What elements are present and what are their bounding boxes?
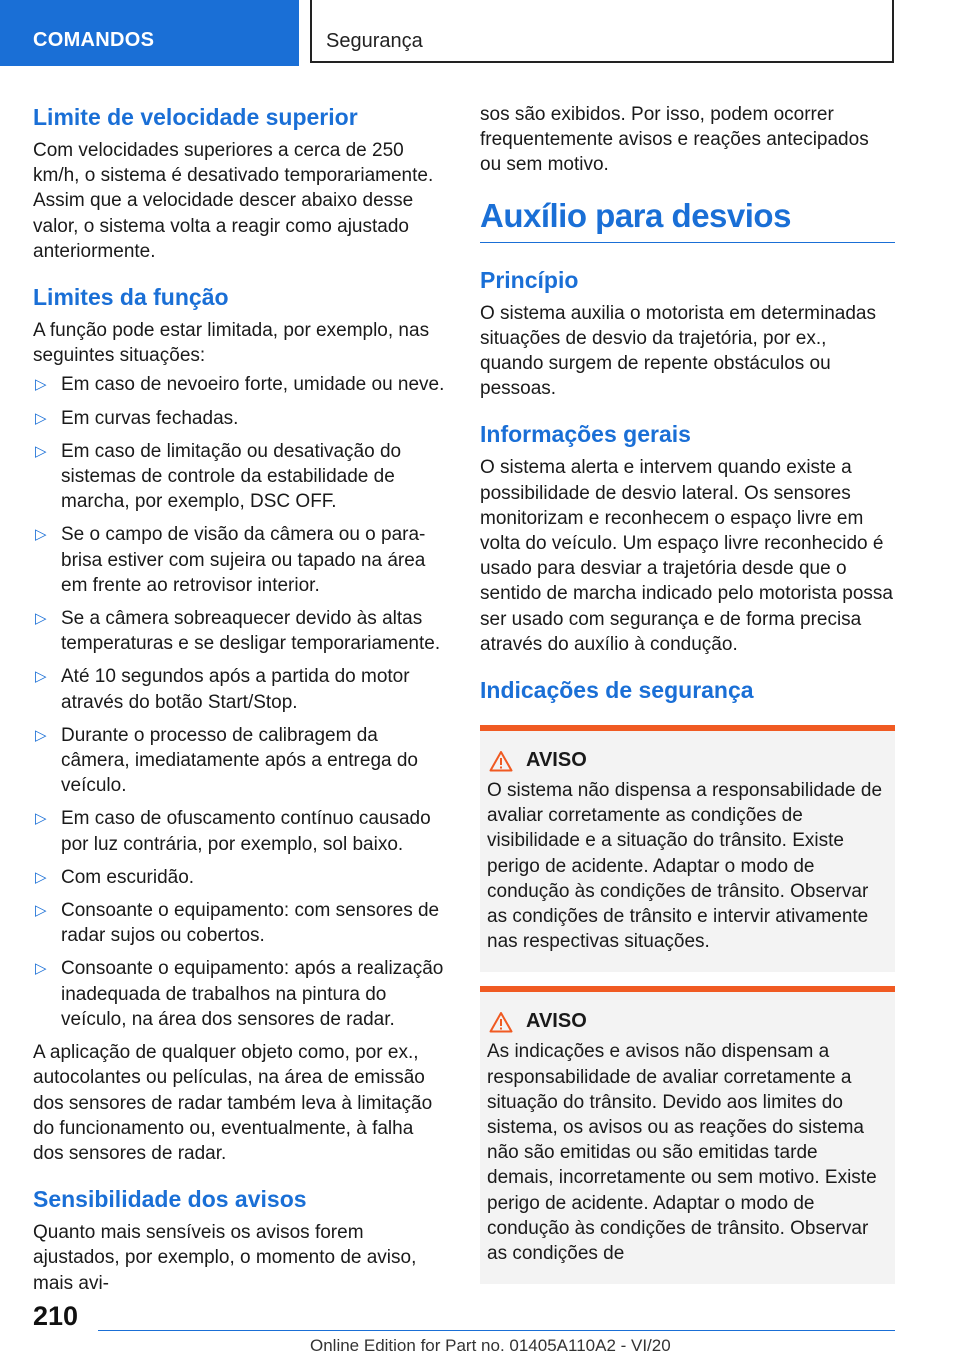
footer-divider xyxy=(98,1330,895,1331)
list-item: ▷ Com escuridão. xyxy=(33,865,448,890)
bullet-triangle-icon: ▷ xyxy=(35,668,47,686)
heading-principle: Princípio xyxy=(480,266,579,293)
page-header xyxy=(0,0,960,66)
bullet-triangle-icon: ▷ xyxy=(35,868,47,886)
list-item: ▷ Se o campo de visão da câmera ou o para-brisa estiver com sujeira ou tapado na área em frente ao retrovisor interior. xyxy=(35,524,426,596)
paragraph-continued: sos são exibidos. Por isso, podem ocorrer frequentemente avisos e reações antecipados ou sem motivo. xyxy=(480,104,869,176)
bullet-triangle-icon: ▷ xyxy=(35,526,47,544)
warning-text: As indicações e avisos não dispensam a responsabilidade de avaliar corretamente a situação do trânsito. Devido aos limites do sistema, os avisos ou as reações do sistema não são emitidas ou são emitidas tarde demais, incorretamente ou sem motivo. Existe perigo de acidente. Adaptar o modo de condução às condições de trânsito. Observar as condições de xyxy=(487,1041,877,1265)
list-item: ▷ Até 10 segundos após a partida do motor através do botão Start/Stop. xyxy=(35,666,410,713)
subsection-label: Segurança xyxy=(326,30,423,52)
chapter-title: Auxílio para desvios xyxy=(480,196,791,234)
chapter-heading-block xyxy=(480,196,895,243)
paragraph-speed-limit: Com velocidades superiores a cerca de 250 km/h, o sistema é desativado temporariamente. Assim que a velocidade descer abaixo desse valor, o sistema volta a reagir como ajustado anteriormente. xyxy=(33,140,434,262)
bullet-triangle-icon: ▷ xyxy=(35,610,47,628)
list-item: ▷ Durante o processo de calibragem da câmera, imediatamente após a entrega do veículo. xyxy=(35,724,418,797)
list-item: ▷ Em caso de limitação ou desativação do sistemas de controle da estabilidade de marcha, por exemplo, DSC OFF. xyxy=(35,440,402,513)
list-item: ▷ Consoante o equipamento: após a realização inadequada de trabalhos na pintura do veículo, na área dos sensores de radar. xyxy=(35,958,444,1030)
heading-speed-limit: Limite de velocidade superior xyxy=(33,104,358,130)
heading-function-limits: Limites da função xyxy=(33,284,229,311)
bullet-triangle-icon: ▷ xyxy=(35,409,47,427)
heading-warning-sensitivity: Sensibilidade dos avisos xyxy=(33,1186,307,1213)
bullet-triangle-icon: ▷ xyxy=(35,376,47,394)
footer-edition: Online Edition for Part no. 01405A110A2 - VI/20 xyxy=(310,1336,671,1355)
bullet-triangle-icon: ▷ xyxy=(35,726,47,744)
right-column xyxy=(480,102,895,1298)
list-item: ▷ Consoante o equipamento: com sensores de radar sujos ou cobertos. xyxy=(35,900,440,947)
section-tab xyxy=(0,0,299,66)
paragraph-warning-sensitivity: Quanto mais sensíveis os avisos forem ajustados, por exemplo, o momento de aviso, mais avi- xyxy=(33,1222,417,1294)
subsection-box xyxy=(310,0,894,63)
paragraph-function-limits: A função pode estar limitada, por exemplo, nas seguintes situações: xyxy=(33,320,430,367)
paragraph-general-info: O sistema alerta e intervem quando existe a possibilidade de desvio lateral. Os sensores monitorizam e reconhecem o espaço livre em volta do veículo. Um espaço livre reconhecido é usado para desviar a trajetória desde que o sentido de marcha indicado pelo motorista possa ser usado com segurança e de forma precisa através do auxílio à condução. xyxy=(480,457,893,655)
bullet-triangle-icon: ▷ xyxy=(35,810,47,828)
bullet-triangle-icon: ▷ xyxy=(35,960,47,978)
paragraph-radar-note: A aplicação de qualquer objeto como, por ex., autocolantes ou películas, na área de emissão dos sensores de radar também leva à limitação do funcionamento ou, eventualmente, à falha dos sensores de radar. xyxy=(33,1042,433,1164)
list-item: ▷ Se a câmera sobreaquecer devido às altas temperaturas e se desligar temporariamente. xyxy=(35,608,441,655)
heading-general-info: Informações gerais xyxy=(480,421,691,448)
warning-text: O sistema não dispensa a responsabilidade de avaliar corretamente as condições de visibilidade e a situação do trânsito. Existe perigo de acidente. Adaptar o modo de condução às condições de trânsito. Observar as condições de trânsito e intervir ativamente nas respectivas situações. xyxy=(487,780,883,953)
warning-label: AVISO xyxy=(526,1010,587,1033)
warning-box xyxy=(480,725,895,972)
warning-label: AVISO xyxy=(526,749,587,772)
list-item: ▷ Em caso de nevoeiro forte, umidade ou neve. xyxy=(33,372,448,397)
limits-list xyxy=(33,372,448,1032)
bullet-triangle-icon: ▷ xyxy=(35,442,47,460)
warning-triangle-icon xyxy=(489,1011,513,1033)
paragraph-principle: O sistema auxilia o motorista em determinadas situações de desvio da trajetória, por ex., quando surgem de repente obstáculos ou pessoas. xyxy=(480,302,876,400)
left-column xyxy=(33,102,448,1296)
bullet-triangle-icon: ▷ xyxy=(35,902,47,920)
warning-box xyxy=(480,986,895,1284)
page-number: 210 xyxy=(33,1301,79,1331)
warning-triangle-icon xyxy=(489,750,513,772)
heading-safety: Indicações de segurança xyxy=(480,677,754,704)
section-label: COMANDOS xyxy=(33,29,155,51)
list-item: ▷ Em curvas fechadas. xyxy=(33,406,448,431)
list-item: ▷ Em caso de ofuscamento contínuo causado por luz contrária, por exemplo, sol baixo. xyxy=(35,808,431,855)
